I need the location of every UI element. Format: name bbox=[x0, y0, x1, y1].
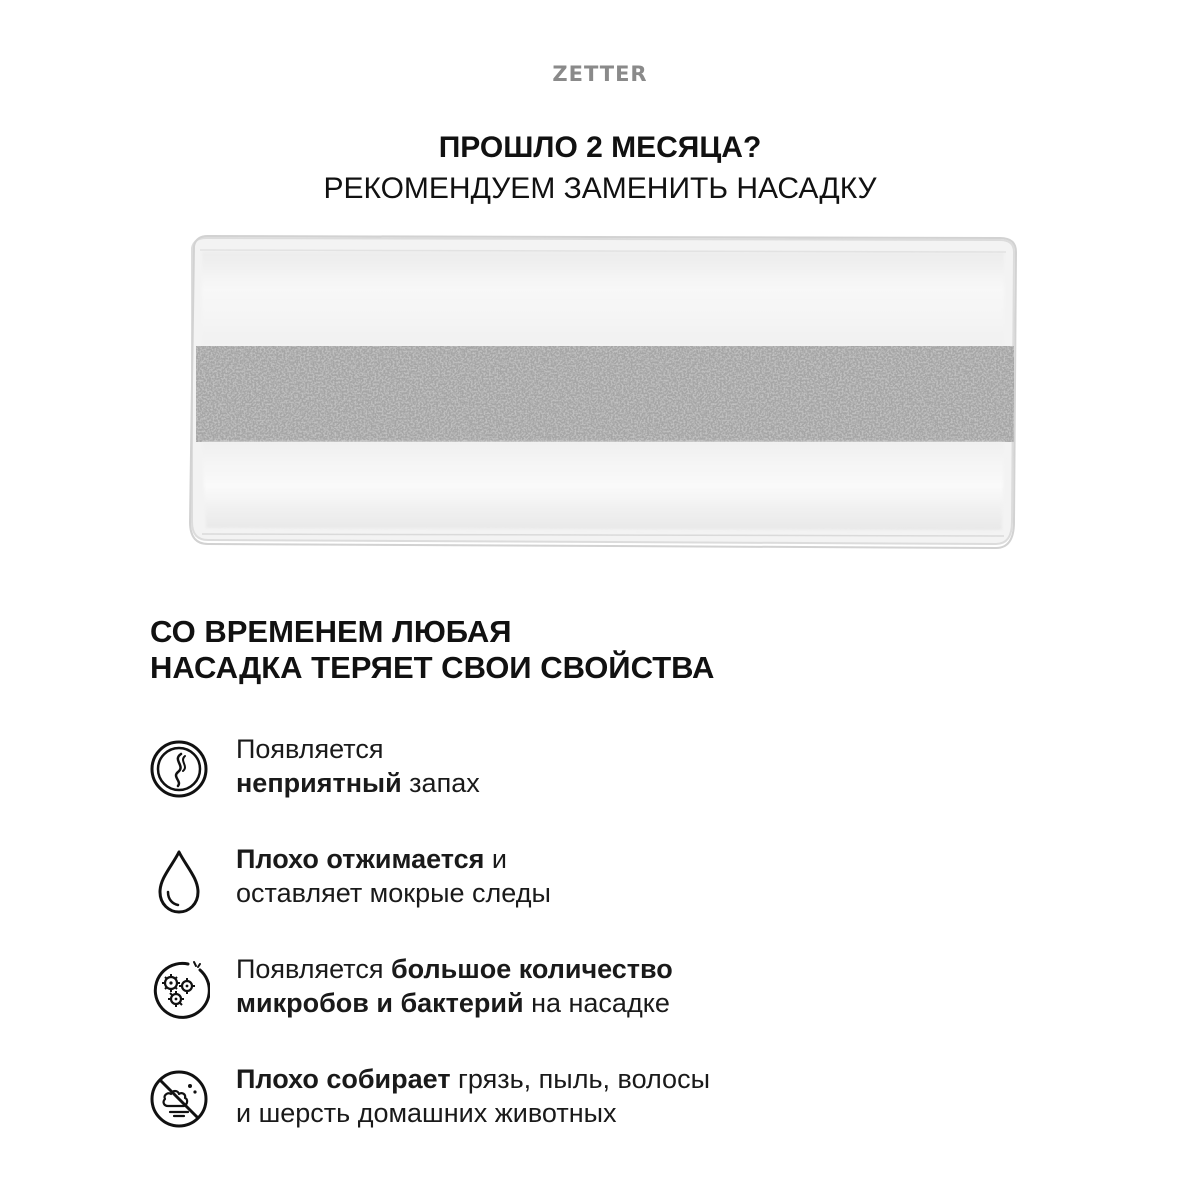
feature-1-line1: Появляется bbox=[236, 734, 384, 764]
no-dirt-icon bbox=[148, 1066, 210, 1132]
bacteria-icon bbox=[148, 956, 210, 1022]
feature-item-smell bbox=[148, 732, 1048, 822]
section-title-line2: НАСАДКА ТЕРЯЕТ СВОИ СВОЙСТВА bbox=[150, 650, 715, 685]
feature-text-bacteria bbox=[236, 952, 673, 1020]
mop-pad-drawing bbox=[184, 222, 1020, 552]
feature-item-wringing bbox=[148, 842, 1048, 932]
mop-pad-image bbox=[184, 222, 1020, 552]
brand-logo: ZETTER bbox=[552, 62, 648, 86]
feature-2-bold: Плохо отжимается bbox=[236, 844, 485, 874]
feature-3-bold-2: микробов и бактерий bbox=[236, 988, 524, 1018]
feature-3-bold-1: большое количество bbox=[390, 954, 673, 984]
feature-3-line2: на насадке bbox=[523, 988, 670, 1018]
feature-item-dirt bbox=[148, 1062, 1048, 1152]
feature-4-line2: и шерсть домашних животных bbox=[236, 1098, 617, 1128]
section-title bbox=[150, 614, 714, 686]
drop-icon bbox=[148, 846, 210, 912]
feature-4-line1: грязь, пыль, волосы bbox=[450, 1064, 710, 1094]
feature-text-dirt bbox=[236, 1062, 710, 1130]
feature-text-wringing bbox=[236, 842, 551, 910]
section-title-line1: СО ВРЕМЕНЕМ ЛЮБАЯ bbox=[150, 614, 512, 649]
feature-2-line1: и bbox=[484, 844, 507, 874]
feature-3-line1: Появляется bbox=[236, 954, 391, 984]
feature-4-bold: Плохо собирает bbox=[236, 1064, 451, 1094]
feature-1-bold: неприятный bbox=[236, 768, 402, 798]
smell-icon bbox=[148, 736, 210, 802]
headline-question: ПРОШЛО 2 МЕСЯЦА? bbox=[438, 131, 762, 164]
feature-1-line2: запах bbox=[401, 768, 480, 798]
feature-2-line2: оставляет мокрые следы bbox=[236, 878, 551, 908]
headline-recommendation: РЕКОМЕНДУЕМ ЗАМЕНИТЬ НАСАДКУ bbox=[323, 172, 877, 205]
feature-text-smell bbox=[236, 732, 480, 800]
feature-item-bacteria bbox=[148, 952, 1048, 1042]
